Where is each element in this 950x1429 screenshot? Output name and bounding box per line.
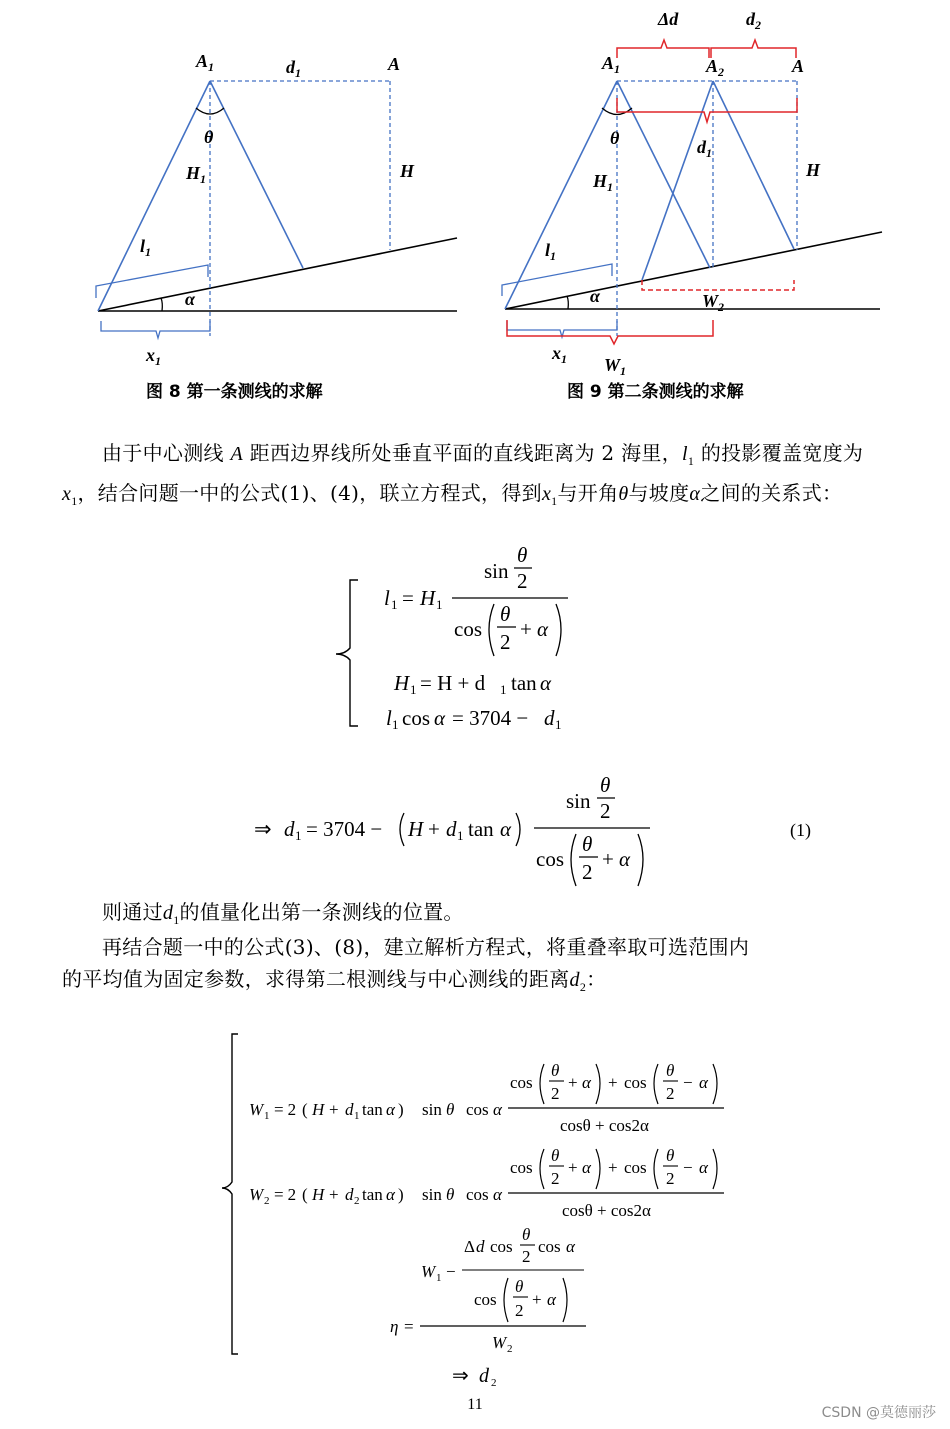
eqW1-d-sub: 1	[354, 1110, 360, 1122]
eq-1-alpha: α	[500, 817, 512, 841]
eq-1-d1-sub: 1	[295, 828, 302, 843]
eqW2-num-cos2: cos	[624, 1158, 647, 1177]
eqEta-W2: W	[492, 1333, 507, 1352]
eqW1-np3	[654, 1064, 658, 1104]
eq-W1-line	[249, 1061, 724, 1135]
eqW2-num-two2: 2	[666, 1169, 675, 1188]
fig9-label-delta-d: Δd	[658, 9, 679, 29]
p1-text-d: ，结合问题一中的公式(1)、(4)，联立方程式，得到	[77, 481, 542, 505]
eqW2-tan: tan	[362, 1185, 383, 1204]
fig9-d1-brace	[617, 98, 797, 122]
fig8-label-A1: $A_1$	[196, 51, 215, 74]
eq-1-sin: sin	[566, 789, 591, 813]
fig9-label-H: H	[806, 160, 821, 180]
eqD2-d-sub: 2	[491, 1377, 497, 1389]
page-number: 11	[467, 1396, 483, 1413]
eqW1-alpha2: α	[493, 1100, 502, 1119]
eqW1-num-plus: +	[608, 1073, 618, 1092]
eq1-line2-alpha: α	[540, 671, 552, 695]
eqW1-num-alpha1: α	[582, 1073, 591, 1092]
eq-result-d2	[452, 1365, 497, 1389]
eqW2-num-alpha1: α	[582, 1158, 591, 1177]
p1-var-alpha: α	[689, 483, 701, 505]
fig9-label-l1: $l_1$	[545, 240, 557, 263]
p1-text-e: 与开角	[557, 481, 619, 505]
fig9-alpha-arc	[567, 296, 568, 309]
eqW2-np1	[540, 1149, 544, 1189]
eq-system2-brace	[222, 1034, 238, 1354]
eq1-line2-d-sub: 1	[500, 682, 507, 697]
figure-8	[96, 51, 457, 402]
p1-text-g: 之间的关系式：	[700, 481, 843, 505]
fig8-right-beam	[210, 81, 303, 268]
eq1-plus: +	[520, 617, 532, 641]
eqW1-cos: cos	[466, 1100, 489, 1119]
eq1-alpha: α	[537, 617, 549, 641]
equation-system-2	[222, 1034, 724, 1389]
fig8-label-l1: $l_1$	[140, 236, 152, 259]
eq1-line3-l1: l	[386, 706, 392, 730]
eqW2-d: d	[345, 1185, 354, 1204]
fig8-caption: 图 8 第一条测线的求解	[146, 382, 323, 402]
eqW1-paren-close: )	[398, 1100, 404, 1119]
eqW1-H: H	[312, 1100, 325, 1119]
fig9-d2-brace	[711, 40, 796, 58]
eq-1-alpha-b: α	[619, 847, 631, 871]
p1-var-x1: $x_1$	[62, 483, 78, 508]
fig8-label-d1: $d_1$	[286, 57, 301, 80]
eqW2-W: W	[249, 1185, 264, 1204]
eq-1-paren-close	[516, 813, 520, 846]
eqW1-num-cos1: cos	[510, 1073, 533, 1092]
eqEta-cos3: cos	[474, 1290, 497, 1309]
eq1-H1-sub: 1	[436, 597, 443, 612]
eq-1-cos: cos	[536, 847, 564, 871]
eqW2-sin: sin	[422, 1185, 442, 1204]
eq1-line3-alpha: α	[434, 706, 446, 730]
eqEta-eq: =	[404, 1317, 414, 1336]
eqW1-paren: (	[302, 1100, 308, 1119]
p2-var-d1: $d_1$	[162, 902, 180, 927]
eqW1-num-theta1: θ	[551, 1061, 560, 1080]
eq-1-arrow: ⇒	[254, 817, 272, 841]
eqW2-num-theta1: θ	[551, 1146, 560, 1165]
eqW1-d: d	[345, 1100, 354, 1119]
eqW1-np2	[596, 1064, 600, 1104]
fig9-label-alpha: α	[590, 286, 600, 306]
eqEta-p2	[563, 1278, 567, 1322]
eq-1-plus: +	[428, 817, 440, 841]
eq1-two-b: 2	[500, 630, 511, 654]
eqEta-theta2: θ	[515, 1277, 524, 1296]
eqW1-num-minus: −	[683, 1073, 693, 1092]
eq1-l1: l	[384, 586, 390, 610]
eq-1-theta: θ	[600, 773, 611, 797]
fig8-alpha-arc	[161, 298, 162, 311]
fig9-caption: 图 9 第二条测线的求解	[567, 382, 744, 402]
equation-1	[254, 773, 811, 886]
csdn-watermark: CSDN @莫德丽莎	[821, 1405, 936, 1421]
fig9-W2-brace	[642, 280, 794, 290]
eq-1-plus-b: +	[602, 847, 614, 871]
eqW1-num-plus1: +	[568, 1073, 578, 1092]
eqEta-p1	[504, 1278, 508, 1322]
eqW1-plus: +	[329, 1100, 339, 1119]
p3-var-d2: $d_2$	[569, 969, 587, 994]
eq-1-paren-right2	[638, 834, 643, 886]
eqW2-H: H	[312, 1185, 325, 1204]
p1-var-theta: θ	[618, 483, 629, 505]
eqW2-num-minus: −	[683, 1158, 693, 1177]
p2-text-b: 的值量化出第一条测线的位置。	[179, 900, 464, 924]
eqEta-plus: +	[532, 1290, 542, 1309]
eq1-sin: sin	[484, 559, 509, 583]
eq1-line2-H1: H	[394, 671, 410, 695]
p3-text-b: 的平均值为固定参数，求得第二根测线与中心测线的距离	[62, 967, 570, 991]
eq1-paren-left	[489, 604, 494, 656]
eqEta-minus: −	[446, 1262, 456, 1281]
eqW2-lhs: = 2	[274, 1185, 297, 1204]
eqW1-W: W	[249, 1100, 264, 1119]
eqW1-W-sub: 1	[264, 1110, 270, 1122]
fig9-delta-d-brace	[617, 40, 709, 58]
p1-text-f: 与坡度	[628, 481, 690, 505]
fig9-label-W1: $W_1$	[604, 355, 627, 378]
eqD2-d: d	[479, 1365, 489, 1387]
eqW2-num-two1: 2	[551, 1169, 560, 1188]
eqW2-num-plus: +	[608, 1158, 618, 1177]
eqW1-tan: tan	[362, 1100, 383, 1119]
eq1-paren-right	[556, 604, 561, 656]
fig9-label-W2: $W_2$	[702, 291, 725, 314]
fig9-label-H1: $H_1$	[593, 171, 614, 194]
eqW1-num-two2: 2	[666, 1084, 675, 1103]
eqW1-theta: θ	[446, 1100, 455, 1119]
eqW2-num-plus1: +	[568, 1158, 578, 1177]
eq-1-d: d	[446, 817, 457, 841]
fig8-slope-line	[98, 238, 457, 311]
eqEta-cos2: cos	[538, 1237, 561, 1256]
eq1-theta-b: θ	[500, 602, 511, 626]
fig8-x1-brace	[101, 321, 210, 338]
eqW1-num-cos2: cos	[624, 1073, 647, 1092]
fig8-label-H: H	[400, 161, 415, 181]
eqW2-num-theta2: θ	[666, 1146, 675, 1165]
eqEta-W1: W	[421, 1262, 436, 1281]
eqEta-W2-sub: 2	[507, 1343, 513, 1355]
fig9-label-A: A	[792, 56, 805, 76]
eqW2-np4	[713, 1149, 717, 1189]
paragraph-1	[62, 437, 892, 517]
eq-1-two: 2	[600, 799, 611, 823]
eqD2-arrow: ⇒	[452, 1365, 469, 1387]
eqW1-lhs: = 2	[274, 1100, 297, 1119]
fig9-label-x1: $x_1$	[552, 343, 567, 366]
equation-system-1	[336, 543, 568, 732]
eq1-equals: =	[402, 586, 414, 610]
p1-var-A: A	[230, 443, 243, 465]
p1-text-a: 由于中心测线	[102, 441, 231, 465]
eqW1-np4	[713, 1064, 717, 1104]
eq1-two: 2	[517, 569, 528, 593]
eq1-line3-rhs: = 3704 −	[452, 706, 529, 730]
fig9-label-d1: $d_1$	[697, 137, 712, 160]
fig8-label-H1: $H_1$	[186, 163, 207, 186]
eq-1-number: (1)	[790, 820, 811, 840]
eq-1-theta-b: θ	[582, 832, 593, 856]
fig8-label-A: A	[388, 54, 401, 74]
eq1-H1: H	[420, 586, 436, 610]
p2-text-a: 则通过	[102, 900, 163, 924]
figure-9	[502, 9, 882, 402]
eqEta-W1-sub: 1	[436, 1272, 442, 1284]
eqEta-alpha: α	[566, 1237, 575, 1256]
fig8-label-x1: $x_1$	[146, 345, 161, 368]
eqEta-d: d	[476, 1237, 485, 1256]
fig9-label-A1: $A_1$	[602, 53, 621, 76]
eq1-line2-tan: tan	[511, 671, 537, 695]
eq1-line3-cos: cos	[402, 706, 430, 730]
fig9-label-theta: θ	[610, 128, 620, 148]
eq1-line3-d: d	[544, 706, 555, 730]
eqW1-alpha: α	[386, 1100, 395, 1119]
eqW1-np1	[540, 1064, 544, 1104]
p3-text-c: ：	[586, 967, 607, 991]
fig9-A1-left-beam	[505, 81, 617, 309]
eq1-line2-H1-sub: 1	[410, 682, 417, 697]
eqW2-paren-close: )	[398, 1185, 404, 1204]
eqEta-two: 2	[522, 1247, 531, 1266]
eq-1-rhs: = 3704 −	[306, 817, 383, 841]
eqW1-num-two1: 2	[551, 1084, 560, 1103]
eqW2-theta: θ	[446, 1185, 455, 1204]
eq-1-two-b: 2	[582, 860, 593, 884]
eq1-cos: cos	[454, 617, 482, 641]
eqW1-sin: sin	[422, 1100, 442, 1119]
paragraph-2	[62, 896, 892, 936]
eqW1-denominator: cosθ + cos2α	[560, 1116, 649, 1135]
eqEta-cos1: cos	[490, 1237, 513, 1256]
eqEta-alpha2: α	[547, 1290, 556, 1309]
eq-1-H: H	[408, 817, 424, 841]
paragraph-3	[62, 931, 892, 1003]
fig9-x1-brace	[507, 321, 617, 337]
eqW1-num-alpha2: α	[699, 1073, 708, 1092]
fig9-label-A2: $A_2$	[706, 56, 725, 79]
eqW2-alpha2: α	[493, 1185, 502, 1204]
p1-var-l1: $l_1$	[682, 443, 695, 468]
eqW2-plus: +	[329, 1185, 339, 1204]
eqEta-eta: η	[390, 1317, 399, 1336]
eq1-l1-sub: 1	[391, 597, 398, 612]
eq-W2-line	[249, 1146, 724, 1220]
eq-system1-brace	[336, 580, 358, 726]
figures-svg	[0, 0, 950, 420]
p1-var-x1-b: $x_1$	[541, 483, 558, 508]
fig9-W1-brace	[507, 320, 713, 344]
eqW2-np3	[654, 1149, 658, 1189]
eq1-theta: θ	[517, 543, 528, 567]
eq-1-d-sub: 1	[457, 828, 464, 843]
fig9-A2-right-beam	[713, 81, 794, 249]
eqW2-cos: cos	[466, 1185, 489, 1204]
eq-1-paren-open	[400, 813, 404, 846]
eq1-line2-rhs: = H + d	[420, 671, 486, 695]
p1-text-b: 距西边界线所处垂直平面的直线距离为 2 海里，	[243, 441, 682, 465]
eq1-line3-l1-sub: 1	[392, 717, 399, 732]
eqW2-num-cos1: cos	[510, 1158, 533, 1177]
eqW2-alpha: α	[386, 1185, 395, 1204]
fig8-label-alpha: α	[185, 289, 195, 309]
eqW2-num-alpha2: α	[699, 1158, 708, 1177]
fig9-slope-line	[505, 232, 882, 309]
eqW2-np2	[596, 1149, 600, 1189]
eq-1-tan: tan	[468, 817, 494, 841]
eq1-line3-d-sub: 1	[555, 717, 562, 732]
fig8-left-beam	[98, 81, 210, 311]
eq-1-d1: d	[284, 817, 295, 841]
eqEta-theta: θ	[522, 1225, 531, 1244]
eqW1-num-theta2: θ	[666, 1061, 675, 1080]
eqW2-paren: (	[302, 1185, 308, 1204]
equations-bottom-svg	[0, 1020, 950, 1420]
eqW2-denominator: cosθ + cos2α	[562, 1201, 651, 1220]
eq-eta-line	[390, 1225, 586, 1355]
p1-text-c: 的投影覆盖宽度为	[694, 441, 864, 465]
fig9-A2-left-beam	[642, 81, 713, 280]
eq-1-paren-left2	[571, 834, 576, 886]
eqW2-W-sub: 2	[264, 1195, 270, 1207]
eqEta-delta: Δ	[464, 1237, 475, 1256]
p3-text-a: 再结合题一中的公式(3)、(8)，建立解析方程式，将重叠率取可选范围内	[102, 935, 750, 959]
fig8-label-theta: θ	[204, 127, 214, 147]
eqEta-two2: 2	[515, 1301, 524, 1320]
fig9-label-d2: $d_2$	[746, 9, 761, 32]
eqW2-d-sub: 2	[354, 1195, 360, 1207]
